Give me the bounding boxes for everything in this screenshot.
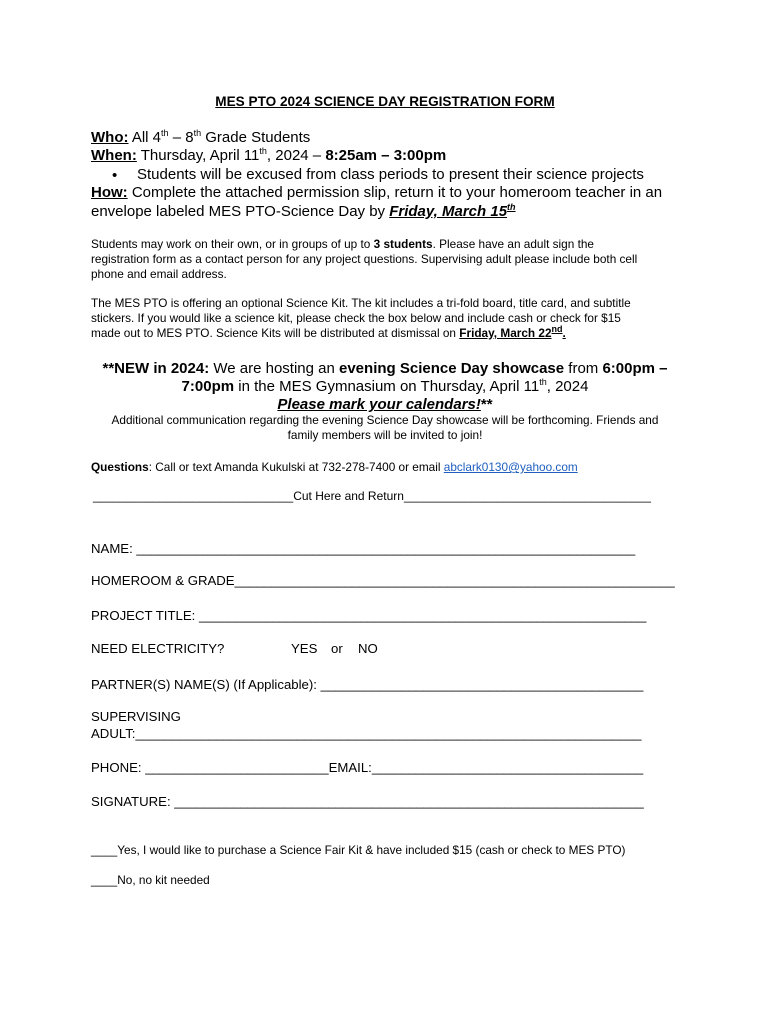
form-title: MES PTO 2024 SCIENCE DAY REGISTRATION FORM <box>215 94 555 109</box>
additional-line-2: family members will be invited to join! <box>287 428 483 442</box>
kit-line-2: stickers. If you would like a science kit, please check the box below and include cash or check for $15 <box>91 311 621 325</box>
kit-date: Friday, March 22 <box>459 326 552 340</box>
questions-line: Questions: Call or text Amanda Kukulski at 732-278-7400 or email abclark0130@yahoo.com <box>91 460 578 474</box>
electricity-or-text: or <box>331 641 343 656</box>
deadline-date: Friday, March 15 <box>389 203 508 220</box>
additional-line-1: Additional communication regarding the evening Science Day showcase will be forthcoming. Friends and <box>111 413 659 427</box>
kit-no-option[interactable]: ____No, no kit needed <box>91 873 210 887</box>
how-line-2: envelope labeled MES PTO-Science Day by Friday, March 15th <box>91 202 516 220</box>
signature-field[interactable]: SIGNATURE: ________________________________________________________________ <box>91 794 644 809</box>
new-line-1: **NEW in 2024: We are hosting an evening Science Day showcase from 6:00pm – <box>102 360 668 377</box>
phone-email-field[interactable]: PHONE: _________________________EMAIL:_____________________________________ <box>91 760 644 775</box>
groups-line-2: registration form as a contact person for any project questions. Supervising adult please include both cell <box>91 252 638 266</box>
kit-line-3: made out to MES PTO. Science Kits will be distributed at dismissal on Friday, March 22nd. <box>91 324 566 340</box>
partners-field[interactable]: PARTNER(S) NAME(S) (If Applicable): ____________________________________________ <box>91 677 644 692</box>
name-field[interactable]: NAME: ____________________________________________________________________ <box>91 541 636 556</box>
electricity-no-option[interactable]: NO <box>358 641 378 656</box>
mark-calendars: Please mark your calendars! <box>277 396 481 413</box>
when-time: 8:25am – 3:00pm <box>325 147 447 164</box>
electricity-yes-option[interactable]: YES <box>291 641 318 656</box>
kit-line-1: The MES PTO is offering an optional Science Kit. The kit includes a tri-fold board, title card, and subtitle <box>91 296 631 310</box>
new-line-2: 7:00pm in the MES Gymnasium on Thursday, April 11th, 2024 <box>181 377 589 395</box>
who-line: Who: All 4th – 8th Grade Students <box>91 128 311 146</box>
who-label: Who: <box>91 129 129 146</box>
project-title-field[interactable]: PROJECT TITLE: _____________________________________________________________ <box>91 608 647 623</box>
how-label: How: <box>91 184 128 201</box>
kit-yes-option[interactable]: ____Yes, I would like to purchase a Science Fair Kit & have included $15 (cash or check to MES PTO) <box>91 843 626 857</box>
new-line-3: Please mark your calendars!** <box>277 396 493 413</box>
groups-line-3: phone and email address. <box>91 267 227 281</box>
supervising-adult-field[interactable]: ADULT:_____________________________________________________________________ <box>91 726 642 741</box>
how-line: How: Complete the attached permission slip, return it to your homeroom teacher in an <box>91 184 663 201</box>
electricity-label: NEED ELECTRICITY? <box>91 641 225 656</box>
new-prefix: **NEW in 2024: <box>102 360 210 377</box>
bullet-text: Students will be excused from class periods to present their science projects <box>137 166 644 183</box>
bullet-icon: • <box>112 167 118 184</box>
cut-here-line: ______________________________Cut Here and Return_____________________________________ <box>93 489 651 503</box>
questions-label: Questions <box>91 460 149 474</box>
when-line: When: Thursday, April 11th, 2024 – 8:25am – 3:00pm <box>91 146 447 164</box>
when-label: When: <box>91 147 137 164</box>
groups-line-1: Students may work on their own, or in groups of up to 3 students. Please have an adult sign the <box>91 237 594 251</box>
supervising-label: SUPERVISING <box>91 709 181 724</box>
homeroom-grade-field[interactable]: HOMEROOM & GRADE____________________________________________________________ <box>91 573 675 588</box>
email-link[interactable]: abclark0130@yahoo.com <box>443 460 578 474</box>
